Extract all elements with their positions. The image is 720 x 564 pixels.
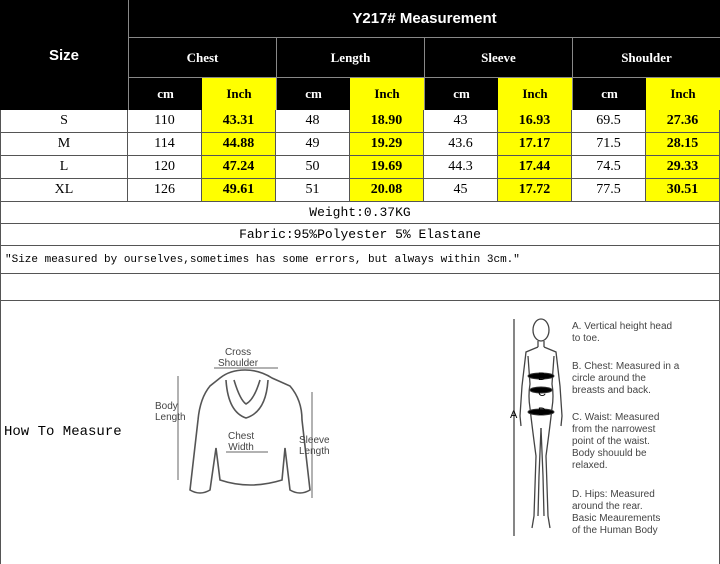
measurement-cell: 49 (276, 133, 350, 156)
measurement-cell: 43.31 (202, 110, 276, 133)
measurement-cell: 44.88 (202, 133, 276, 156)
measurement-cell: 120 (128, 156, 202, 179)
measurement-cell: 18.90 (350, 110, 424, 133)
measurement-cell: 69.5 (572, 110, 646, 133)
unit-header-cm: cm (276, 78, 350, 110)
size-label-cell: XL (0, 179, 128, 202)
measurement-cell: 43 (424, 110, 498, 133)
marker-b: B (538, 371, 546, 383)
unit-header-cm: cm (572, 78, 646, 110)
unit-header-inch: Inch (202, 78, 276, 110)
column-header-shoulder: Shoulder (572, 38, 720, 78)
measurement-cell: 20.08 (350, 179, 424, 202)
size-label-cell: L (0, 156, 128, 179)
body-figure-diagram (508, 316, 574, 540)
measurement-cell: 114 (128, 133, 202, 156)
measurement-cell: 17.17 (498, 133, 572, 156)
size-label-cell: S (0, 110, 128, 133)
unit-header-cm: cm (424, 78, 498, 110)
measurement-cell: 47.24 (202, 156, 276, 179)
measurement-cell: 17.44 (498, 156, 572, 179)
marker-c: C (538, 387, 546, 399)
measurement-cell: 48 (276, 110, 350, 133)
note-chest: B. Chest: Measured in a circle around the breasts and back. (572, 361, 680, 396)
measurement-cell: 29.33 (646, 156, 720, 179)
measurement-cell: 126 (128, 179, 202, 202)
cross-shoulder-label: Cross Shoulder (218, 347, 259, 369)
note-vertical-height: A. Vertical height head to toe. (572, 321, 673, 344)
disclaimer-text: "Size measured by ourselves,sometimes has some errors, but always within 3cm." (0, 246, 720, 274)
measurement-cell: 17.72 (498, 179, 572, 202)
sleeve-length-label: Sleeve Length (299, 435, 330, 457)
size-header: Size (48, 46, 79, 64)
measurement-cell: 27.36 (646, 110, 720, 133)
unit-header-cm: cm (128, 78, 202, 110)
measurement-cell: 43.6 (424, 133, 498, 156)
measurement-cell: 71.5 (572, 133, 646, 156)
size-label-cell: M (0, 133, 128, 156)
marker-d: D (538, 406, 546, 418)
measurement-cell: 49.61 (202, 179, 276, 202)
measurement-cell: 19.69 (350, 156, 424, 179)
measurement-cell: 16.93 (498, 110, 572, 133)
measurement-cell: 77.5 (572, 179, 646, 202)
weight-text: Weight:0.37KG (0, 202, 720, 224)
measurement-cell: 74.5 (572, 156, 646, 179)
blank-row (0, 274, 720, 301)
chest-width-label: Chest Width (228, 431, 255, 453)
table-title: Y217# Measurement (128, 0, 720, 38)
unit-header-inch: Inch (350, 78, 424, 110)
note-waist: C. Waist: Measured from the narrowest point of the waist. Body shouuld be relaxed. (572, 412, 660, 471)
measurement-cell: 110 (128, 110, 202, 133)
measurement-cell: 44.3 (424, 156, 498, 179)
body-length-label: Body Length (155, 401, 186, 423)
measurement-cell: 51 (276, 179, 350, 202)
measurement-cell: 19.29 (350, 133, 424, 156)
measurement-cell: 50 (276, 156, 350, 179)
column-header-sleeve: Sleeve (424, 38, 572, 78)
measurement-cell: 45 (424, 179, 498, 202)
column-header-length: Length (276, 38, 424, 78)
measurement-cell: 28.15 (646, 133, 720, 156)
unit-header-inch: Inch (646, 78, 720, 110)
unit-header-inch: Inch (498, 78, 572, 110)
measurement-cell: 30.51 (646, 179, 720, 202)
marker-a: A (510, 409, 518, 421)
fabric-text: Fabric:95%Polyester 5% Elastane (0, 224, 720, 246)
column-header-chest: Chest (128, 38, 276, 78)
note-hips: D. Hips: Measured around the rear. Basic Meaurements of the Human Body (572, 489, 661, 536)
how-to-measure-heading: How To Measure (4, 424, 122, 440)
